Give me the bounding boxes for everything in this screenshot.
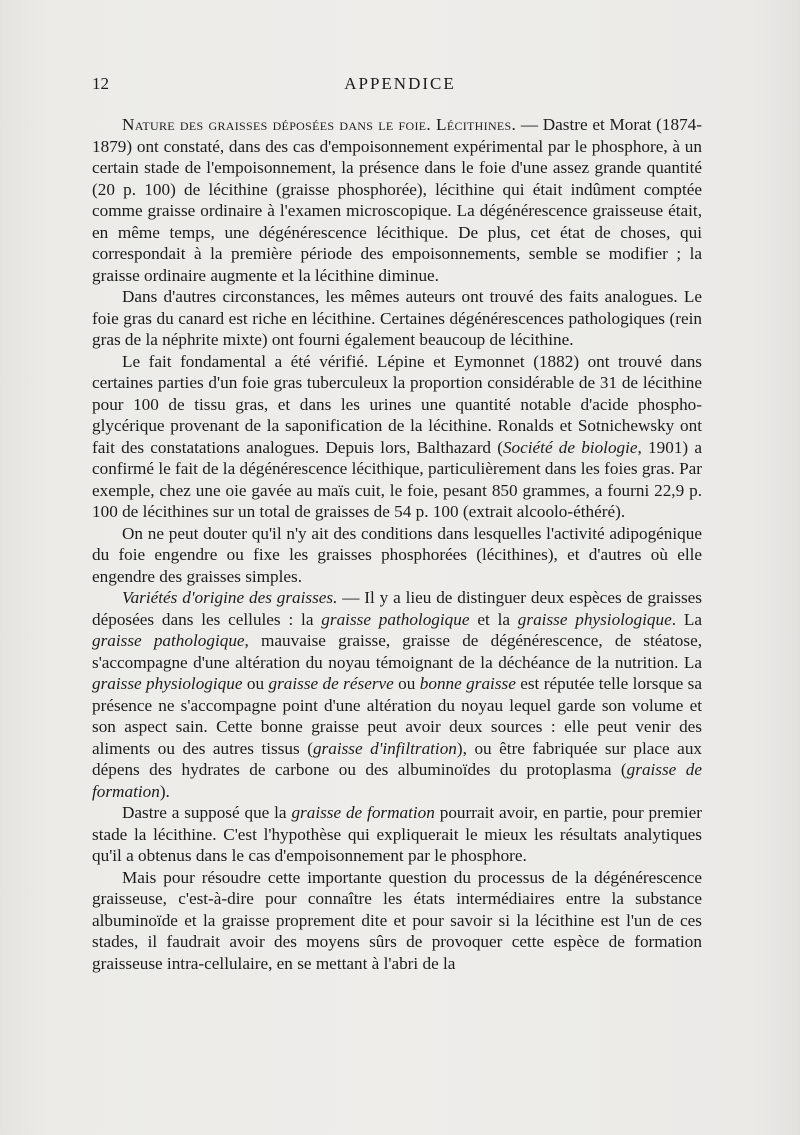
body-text [92,114,702,974]
paragraph: Mais pour résoudre cette importante question du processus de la dégénérescence graisseuse, c'est-à-dire pour connaître les états intermédiaires entre la substance albuminoïde et la graisse proprement dite et pour savoir si la lécithine est l'un de ces stades, il faudrait avoir des moyens sûrs de provoquer cette espèce de formation graisseuse intra-cellulaire, en se mettant à l'abri de la [92,867,702,973]
paragraph: On ne peut douter qu'il n'y ait des conditions dans lesquelles l'activité adipogénique du foie engendre ou fixe les graisses phosphorées (lécithines), et d'autres où elle engendre des graisses simples. [92,523,702,586]
page-number: 12 [92,74,109,93]
section-heading: Nature des graisses déposées dans le foie. Lécithines. [122,115,517,134]
paragraph: Dastre a supposé que la graisse de formation pourrait avoir, en partie, pour premier stade la lécithine. C'est l'hypothèse qui expliquerait le mieux les résultats analytiques qu'il a obtenus dans le cas d'empoisonnement par le phosphore. [92,803,702,865]
running-title: APPENDICE [344,74,456,93]
paragraph-lecithines: Nature des graisses déposées dans le foie. Lécithines. — Dastre et Morat (1874-1879) ont constaté, dans des cas d'empoisonnement expérimental par le phosphore, à un certain stade de l'empoisonnement, la présence dans le foie d'une assez grande quantité (20 p. 100) de lécithine (graisse phosphorée), lécithine qui était indûment comptée comme graisse ordinaire à l'examen microscopique. La dégénérescence graisseuse était, en même temps, une dégénérescence lécithique. De plus, cet état de choses, qui correspondait à la première période des empoisonnements, semble se modifier ; la graisse ordinaire augmente et la lécithine diminue. [92,115,702,285]
paragraph: Le fait fondamental a été vérifié. Lépine et Eymonnet (1882) ont trouvé dans certaines parties d'un foie gras tuberculeux la proportion considérable de 31 de lécithine pour 100 de tissu gras, et dans les urines une quantité notable d'acide phospho-glycérique provenant de la saponification de la lécithine. Ronalds et Sotnichewsky ont fait des constatations analogues. Depuis lors, Balthazard (Société de biologie, 1901) a confirmé le fait de la dégénérescence lécithique, particulièrement dans les foies gras. Par exemple, chez une oie gavée au maïs cuit, le foie, pesant 850 grammes, a fourni 22,9 p. 100 de lécithines sur un total de graisses de 54 p. 100 (extrait alcoolo-éthéré). [92,351,702,521]
page-header [92,74,708,98]
paragraph-varietes: Variétés d'origine des graisses. — Il y a lieu de distinguer deux espèces de graisses déposées dans les cellules : la graisse pathologique et la graisse physiologique. La graisse pathologique, mauvaise graisse, graisse de dégénérescence, de stéatose, s'accompagne d'une altération du noyau témoignant de la déchéance de la nutrition. La graisse physiologique ou graisse de réserve ou bonne graisse est réputée telle lorsque sa présence ne s'accompagne point d'une altération du noyau lequel garde son volume et son aspect sain. Cette bonne graisse peut avoir deux sources : elle peut venir des aliments ou des autres tissus (graisse d'infiltration), ou être fabriquée sur place aux dépens des hydrates de carbone ou des albuminoïdes du protoplasma (graisse de formation). [92,588,703,801]
paragraph: Dans d'autres circonstances, les mêmes auteurs ont trouvé des faits analogues. Le foie gras du canard est riche en lécithine. Certaines dégénérescences pathologiques (rein gras de la néphrite mixte) ont fourni également beaucoup de lécithine. [92,287,702,349]
section-heading: Variétés d'origine des graisses. [122,588,338,607]
